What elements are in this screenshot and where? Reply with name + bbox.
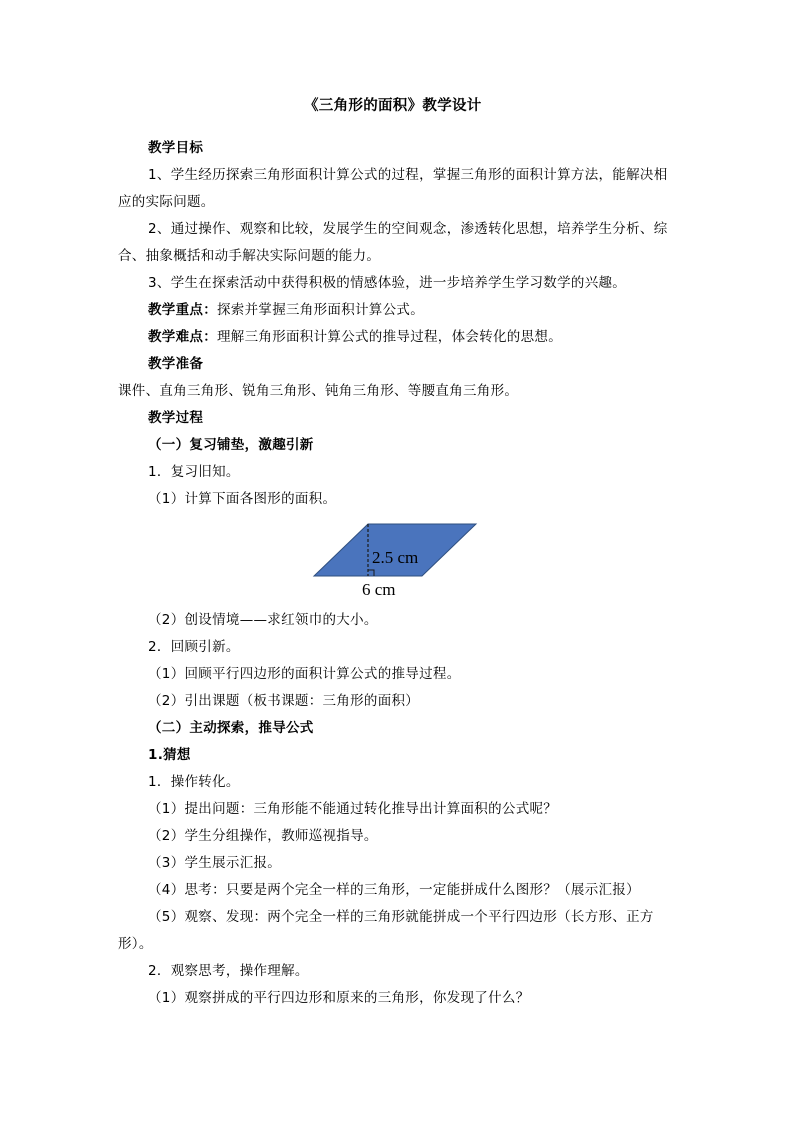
s1-item-2-sub-1: （1）回顾平行四边形的面积计算公式的推导过程。	[148, 666, 461, 682]
difficulty	[148, 329, 562, 345]
s2-sub-5-line-2: 形）。	[118, 936, 153, 952]
s2-sub-4: （4）思考：只要是两个完全一样的三角形，一定能拼成什么图形？（展示汇报）	[148, 882, 640, 898]
s2-sub-1: （1）提出问题：三角形能不能通过转化推导出计算面积的公式呢？	[148, 801, 558, 817]
base-label: 6 cm	[362, 580, 396, 599]
section-1-heading: （一）复习铺垫，激趣引新	[148, 437, 314, 453]
difficulty-text: 理解三角形面积计算公式的推导过程，体会转化的思想。	[217, 329, 562, 345]
s2-sub-5-line-1: （5）观察、发现：两个完全一样的三角形就能拼成一个平行四边形（长方形、正方	[148, 909, 654, 925]
s1-item-2-sub-2: （2）引出课题（板书课题：三角形的面积）	[148, 693, 420, 709]
objective-1-line-2: 应的实际问题。	[118, 194, 215, 210]
s1-item-1: 1．复习旧知。	[148, 464, 240, 480]
s1-item-1-sub-2: （2）创设情境——求红领巾的大小。	[148, 612, 378, 628]
difficulty-label: 教学难点：	[148, 329, 217, 345]
key-point-label: 教学重点：	[148, 302, 217, 318]
key-point-text: 探索并掌握三角形面积计算公式。	[217, 302, 424, 318]
objective-1-line-1: 1、学生经历探索三角形面积计算公式的过程，掌握三角形的面积计算方法，能解决相	[148, 167, 668, 183]
objectives-heading: 教学目标	[148, 140, 204, 156]
s2-sub-3: （3）学生展示汇报。	[148, 855, 282, 871]
objective-3: 3、学生在探索活动中获得积极的情感体验，进一步培养学生学习数学的兴趣。	[148, 275, 627, 291]
s2-sub-2: （2）学生分组操作，教师巡视指导。	[148, 828, 378, 844]
document-title: 《三角形的面积》教学设计	[304, 98, 482, 114]
s2-item-2: 2．观察思考，操作理解。	[148, 963, 309, 979]
section-2-heading: （二）主动探索，推导公式	[148, 720, 314, 736]
parallelogram-figure	[310, 520, 480, 600]
objective-2-line-2: 合、抽象概括和动手解决实际问题的能力。	[118, 248, 381, 264]
key-point	[148, 302, 424, 318]
s2-item-2-sub-1: （1）观察拼成的平行四边形和原来的三角形，你发现了什么？	[148, 990, 530, 1006]
preparation-heading: 教学准备	[148, 356, 204, 372]
guess-heading: 1.猜想	[148, 747, 191, 763]
height-label: 2.5 cm	[372, 548, 419, 567]
objective-2-line-1: 2、通过操作、观察和比较，发展学生的空间观念，渗透转化思想，培养学生分析、综	[148, 221, 668, 237]
s1-item-1-sub-1: （1）计算下面各图形的面积。	[148, 491, 337, 507]
preparation-text: 课件、直角三角形、锐角三角形、钝角三角形、等腰直角三角形。	[118, 383, 519, 399]
process-heading: 教学过程	[148, 410, 204, 426]
s2-item-1: 1．操作转化。	[148, 774, 240, 790]
s1-item-2: 2．回顾引新。	[148, 639, 240, 655]
